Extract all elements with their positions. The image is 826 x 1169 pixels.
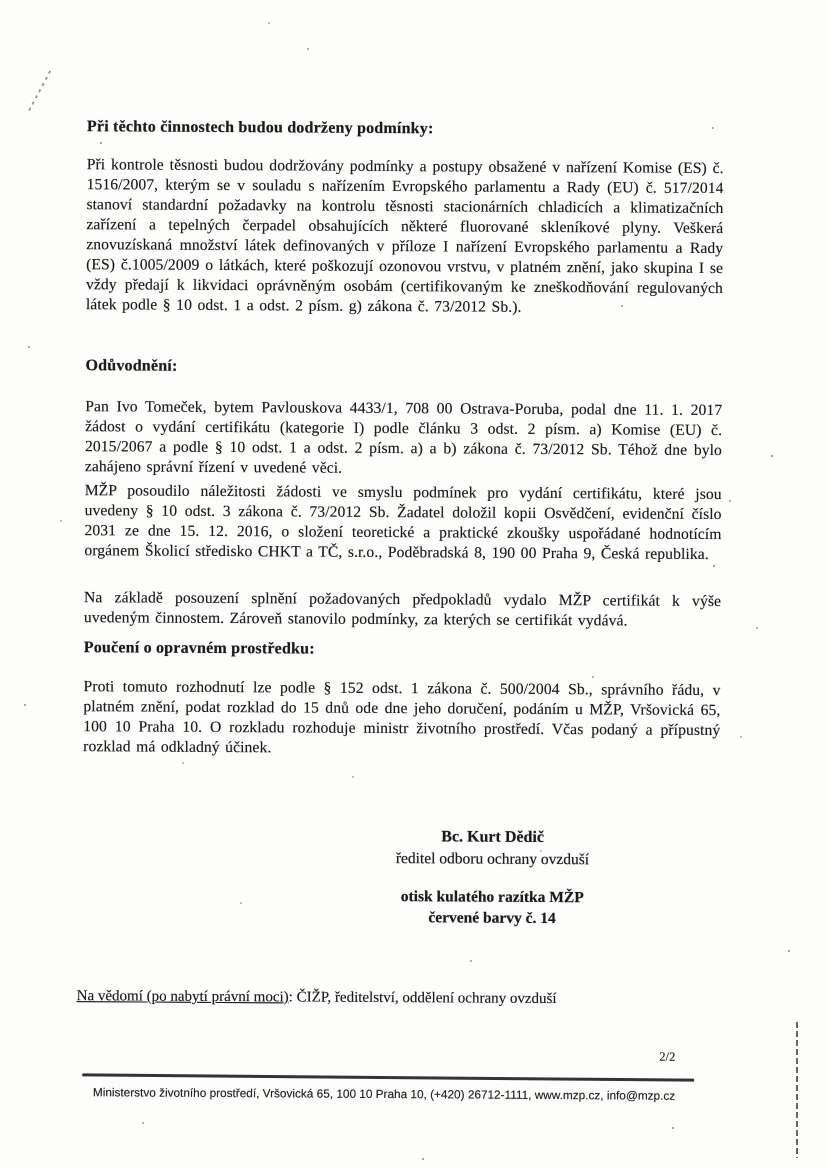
- cc-note: [77, 988, 777, 1009]
- justification-paragraph-conclusion: Na základě posouzení splnění požadovaných předpokladů vydalo MŽP certifikát k výše uvedeným činnostem. Zároveň stanovilo podmínky, za kterých se certifikát vydává.: [83, 589, 722, 630]
- signatory-title: ředitel odboru ochrany ovzduší: [395, 850, 590, 869]
- footer-contact-line: Ministerstvo životního prostředí, Vršovická 65, 100 10 Praha 10, (+420) 26712-1111, www.mzp.cz, info@mzp.cz: [92, 1085, 676, 1103]
- justification-heading: Odůvodnění:: [85, 357, 178, 375]
- appeal-heading: Poučení o opravném prostředku:: [83, 639, 315, 658]
- stamp-note-line1: otisk kulatého razítka MŽP: [400, 888, 584, 907]
- stamp-note-line2: červené barvy č. 14: [428, 909, 556, 928]
- cc-note-text: : ČIŽP, ředitelství, oddělení ochrany ovzduší: [288, 989, 557, 1008]
- signatory-name: Bc. Kurt Dědič: [441, 828, 545, 846]
- signature-block: [327, 826, 657, 872]
- page-number: 2/2: [659, 1049, 676, 1064]
- justification-paragraph-assessment: MŽP posoudilo náležitosti žádosti ve smyslu podmínek pro vydání certifikátu, které jsou uvedeny § 10 odst. 3 zákona č. 73/2012 Sb. Žadatel doložil kopii Osvědčení, evidenční číslo 2031 ze dne 15. 12. 2016, o složení teoretické a praktické zkoušky uspořádané hodnotícím orgánem Školicí středisko CHKT a TČ, s.r.o., Poděbradská 8, 190 00 Praha 9, Česká republika.: [84, 482, 722, 563]
- footer-rule: [82, 1073, 694, 1081]
- conditions-paragraph: Při kontrole těsnosti budou dodržovány podmínky a postupy obsažené v nařízení Komise (ES) č. 1516/2007, kterým se v souladu s nařízením Evropského parlamentu a Rady (EU) č. 517/2014 stanoví standardní požadavky na kontrolu těsnosti stacionárních chladicích a klimatizačních zařízení a tepelných čerpadel obsahujících některé fluorované skleníkové plyny. Veškerá znovuzískaná množství látek definovaných v příloze I nařízení Evropského parlamentu a Rady (ES) č.1005/2009 o látkách, které poškozují ozonovou vrstvu, v platném znění, jako skupina I se vždy předají k likvidaci oprávněným osobám (certifikovaným ke zneškodňování regulovaných látek podle § 10 odst. 1 a odst. 2 písm. g) zákona č. 73/2012 Sb.).: [85, 156, 724, 316]
- stamp-note: [327, 886, 657, 930]
- appeal-paragraph: Proti tomuto rozhodnutí lze podle § 152 odst. 1 zákona č. 500/2004 Sb., správního řádu, v platném znění, podat rozklad do 15 dnů ode dne jeho doručení, podáním u MŽP, Vršovická 65, 100 10 Praha 10. O rozkladu rozhoduje ministr životního prostředí. Včas podaný a přípustný rozklad má odkladný účinek.: [83, 678, 721, 757]
- justification-paragraph-applicant: Pan Ivo Tomeček, bytem Pavlouskova 4433/1, 708 00 Ostrava-Poruba, podal dne 11. 1. 2017 žádost o vydání certifikátu (kategorie I) podle článku 3 odst. 2 písm. a) Komise (EU) č. 2015/2067 a podle § 10 odst. 1 a odst. 2 písm. a) a b) zákona č. 73/2012 Sb. Téhož dne bylo zahájeno správní řízení v uvedené věci.: [84, 398, 723, 477]
- cc-note-label: Na vědomí (po nabytí právní moci): [76, 988, 289, 1006]
- conditions-heading: Při těchto činnostech budou dodrženy podmínky:: [86, 118, 434, 138]
